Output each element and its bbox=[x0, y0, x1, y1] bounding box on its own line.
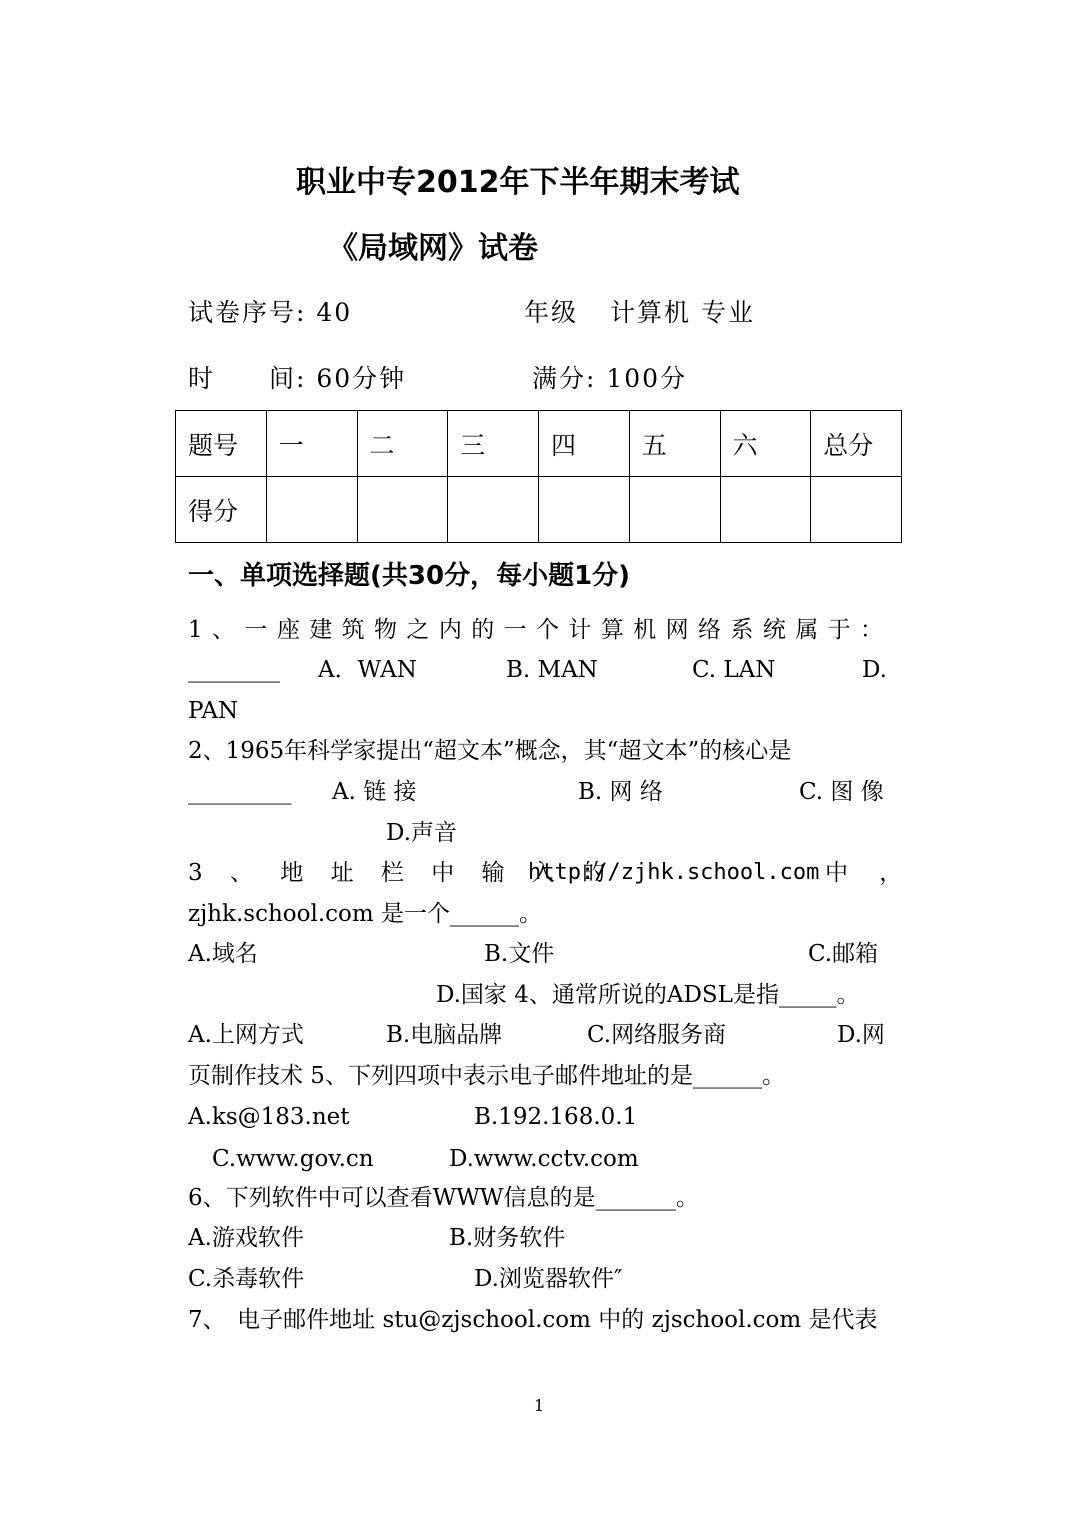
table-cell: 得分 bbox=[176, 477, 267, 543]
option-c: C. LAN bbox=[692, 657, 776, 683]
option-a: A.上网方式 bbox=[188, 1022, 304, 1048]
option-a: A.域名 bbox=[188, 941, 258, 967]
option-c: C.杀毒软件 bbox=[188, 1266, 305, 1292]
option-d: D.国家 4、通常所说的ADSL是指_____。 bbox=[436, 982, 860, 1008]
answer-blank: _________ bbox=[188, 779, 292, 805]
option-d: D. bbox=[862, 657, 887, 683]
table-cell: 六 bbox=[720, 411, 811, 477]
exam-title: 职业中专2012年下半年期末考试 bbox=[296, 165, 740, 200]
option-c: C.邮箱 bbox=[808, 941, 879, 967]
option-a: A.ks@183.net bbox=[188, 1104, 350, 1130]
score-table-header-row bbox=[176, 411, 902, 477]
score-input-cell bbox=[629, 477, 720, 543]
table-cell: 二 bbox=[357, 411, 448, 477]
question-text: 1、一座建筑物之内的一个计算机网络系统属于： bbox=[188, 617, 893, 643]
question-text: 页制作技术 5、下列四项中表示电子邮件地址的是______。 bbox=[188, 1063, 785, 1089]
option-d: D.浏览器软件″ bbox=[474, 1266, 623, 1292]
question-text: 2、1965年科学家提出“超文本”概念，其“超文本”的核心是 bbox=[188, 738, 792, 764]
table-cell: 四 bbox=[539, 411, 630, 477]
question-url: http://zjhk.school.com bbox=[528, 860, 820, 885]
section-heading: 一、单项选择题(共30分，每小题1分) bbox=[188, 561, 631, 591]
full-score-label: 满分: 100分 bbox=[532, 364, 688, 393]
option-b: B.财务软件 bbox=[449, 1225, 566, 1251]
option-b: B.文件 bbox=[484, 941, 555, 967]
question-text: zjhk.school.com 是一个______。 bbox=[188, 901, 543, 927]
exam-subtitle: 《局域网》试卷 bbox=[328, 231, 538, 266]
option-a: A.游戏软件 bbox=[188, 1225, 304, 1251]
option-d: D.www.cctv.com bbox=[449, 1146, 639, 1172]
table-cell: 题号 bbox=[176, 411, 267, 477]
time-label: 时 间: 60分钟 bbox=[188, 364, 407, 393]
answer-blank: ________ bbox=[188, 657, 280, 683]
score-input-cell bbox=[539, 477, 630, 543]
table-cell: 一 bbox=[266, 411, 357, 477]
score-input-cell bbox=[357, 477, 448, 543]
table-cell: 三 bbox=[448, 411, 539, 477]
option-b: B.192.168.0.1 bbox=[474, 1104, 638, 1130]
score-table-score-row bbox=[176, 477, 902, 543]
option-b: B. 网 络 bbox=[578, 779, 663, 805]
score-input-cell bbox=[811, 477, 902, 543]
table-cell: 五 bbox=[629, 411, 720, 477]
page-number: 1 bbox=[534, 1396, 545, 1415]
option-a: A．WAN bbox=[318, 657, 417, 683]
option-c: C. 图 像 bbox=[799, 779, 884, 805]
question-text: 7、 电子邮件地址 stu@zjschool.com 中的 zjschool.com 是代表 bbox=[188, 1307, 878, 1333]
option-d: D.声音 bbox=[386, 820, 457, 846]
option-d-continued: PAN bbox=[188, 698, 239, 724]
grade-label: 年级 bbox=[524, 298, 579, 327]
option-c: C.www.gov.cn bbox=[212, 1146, 374, 1172]
option-b: B. MAN bbox=[506, 657, 598, 683]
table-cell: 总分 bbox=[811, 411, 902, 477]
option-a: A. 链 接 bbox=[332, 779, 417, 805]
question-text: 6、下列软件中可以查看WWW信息的是_______。 bbox=[188, 1185, 700, 1211]
score-input-cell bbox=[448, 477, 539, 543]
option-c: C.网络服务商 bbox=[587, 1022, 727, 1048]
major-label: 计算机 专业 bbox=[610, 298, 755, 327]
option-d: D.网 bbox=[837, 1022, 885, 1048]
score-table bbox=[175, 410, 902, 543]
question-text: 3 、 地 址 栏 中 输 入 的 bbox=[188, 860, 616, 886]
score-input-cell bbox=[266, 477, 357, 543]
question-text: 中 ， bbox=[825, 860, 915, 886]
serial-number: 试卷序号: 40 bbox=[188, 298, 353, 327]
score-input-cell bbox=[720, 477, 811, 543]
option-b: B.电脑品牌 bbox=[386, 1022, 503, 1048]
